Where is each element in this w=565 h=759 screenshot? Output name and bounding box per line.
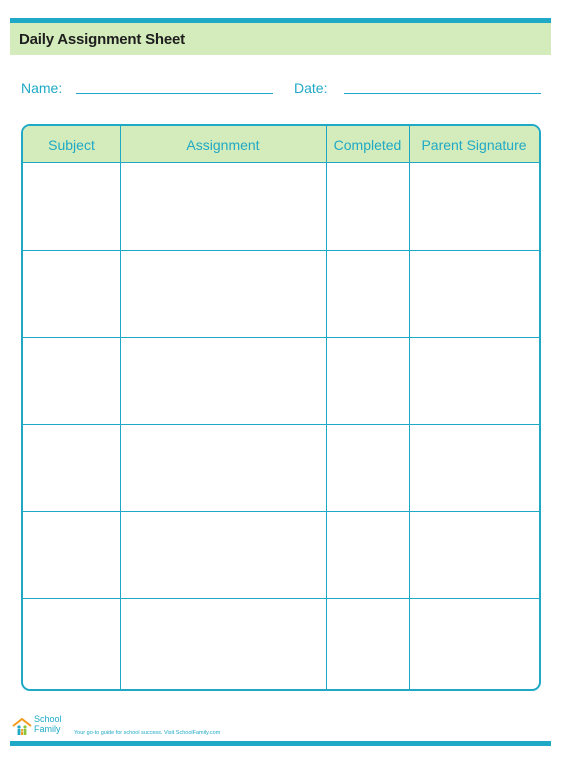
column-divider [120, 126, 121, 689]
row-divider [23, 511, 539, 512]
row-divider [23, 250, 539, 251]
column-divider [326, 126, 327, 689]
name-label: Name: [21, 80, 63, 96]
title-band [10, 23, 551, 55]
column-header-completed: Completed [333, 137, 402, 153]
column-header-parent-signature: Parent Signature [421, 137, 527, 153]
footer-tagline: Your go-to guide for school success. Visit SchoolFamily.com [74, 730, 221, 736]
name-field[interactable] [76, 93, 273, 94]
column-header-assignment: Assignment [186, 137, 260, 153]
table-header-row [23, 126, 539, 163]
footer [10, 712, 555, 742]
schoolfamily-logo [10, 712, 70, 742]
column-header-subject: Subject [48, 137, 95, 153]
page-title: Daily Assignment Sheet [19, 31, 185, 48]
house-icon [12, 718, 32, 736]
assignment-table [21, 124, 541, 691]
date-label: Date: [294, 80, 328, 96]
row-divider [23, 424, 539, 425]
logo-school-text: School [34, 714, 62, 724]
logo-family-text: Family [34, 724, 61, 734]
row-divider [23, 337, 539, 338]
column-divider [409, 126, 410, 689]
row-divider [23, 598, 539, 599]
bottom-accent-bar [10, 741, 551, 746]
date-field[interactable] [344, 93, 541, 94]
